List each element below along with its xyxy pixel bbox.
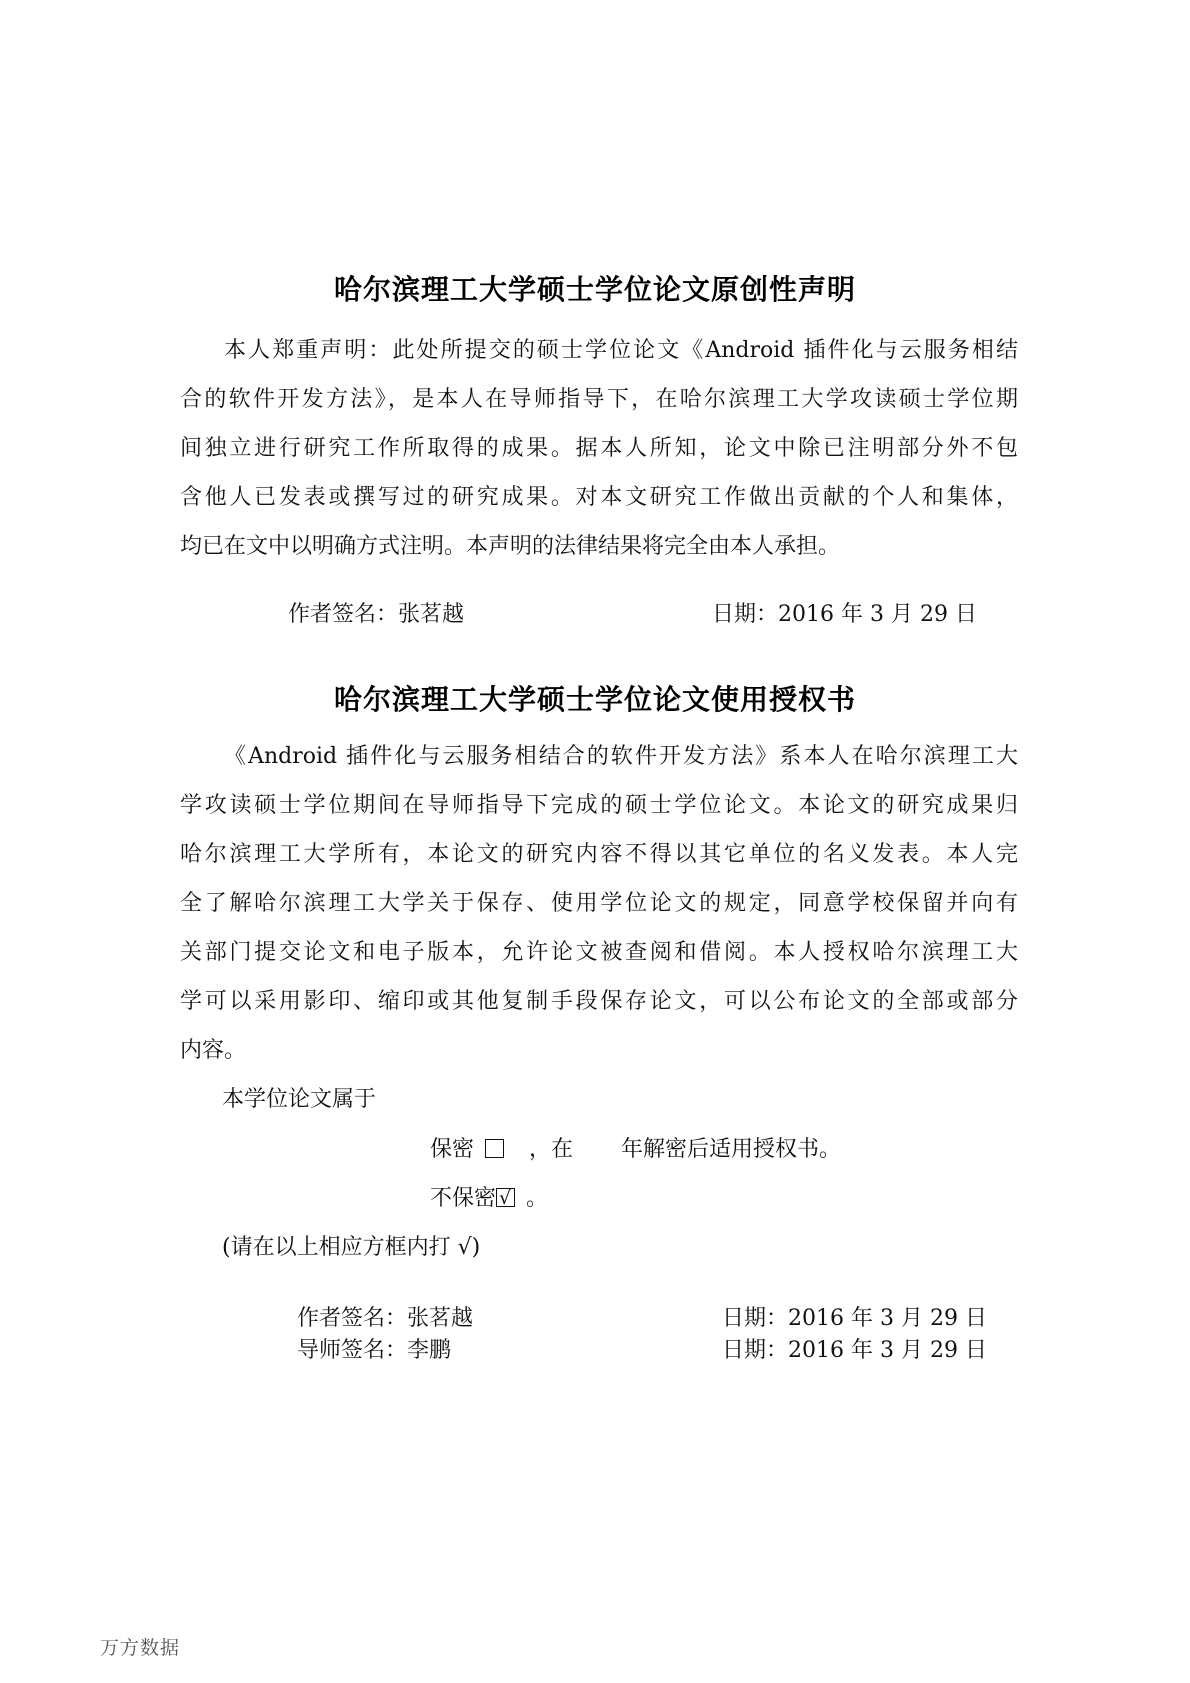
paragraph-line: 关部门提交论文和电子版本，允许论文被查阅和借阅。本人授权哈尔滨理工大 [180,940,1018,965]
paragraph-line: 合的软件开发方法》，是本人在导师指导下，在哈尔滨理工大学攻读硕士学位期 [180,387,1018,412]
paragraph-line: 均已在文中以明确方式注明。本声明的法律结果将完全由本人承担。 [180,534,841,559]
declaration-author-signature: 作者签名：张茗越 [288,602,465,627]
footer-watermark: 万方数据 [100,1637,181,1659]
authorization-paragraph [180,732,1018,1075]
confidential-option [430,1135,841,1165]
confidential-suffix: 年解密后适用授权书。 [621,1137,842,1162]
authorization-author-date: 日期：2016 年 3 月 29 日 [722,1306,987,1331]
confidential-checkbox[interactable] [485,1139,504,1158]
instruction-text: (请在以上相应方框内打 √) [222,1235,481,1260]
paragraph-line: 学攻读硕士学位期间在导师指导下完成的硕士学位论文。本论文的研究成果归 [180,793,1018,818]
confidential-middle-text: ，在 [529,1137,574,1162]
advisor-date: 日期：2016 年 3 月 29 日 [722,1338,987,1363]
not-confidential-suffix: 。 [526,1186,549,1211]
paragraph-line: 本人郑重声明：此处所提交的硕士学位论文《Android 插件化与云服务相结 [224,338,1018,363]
paragraph-line: 含他人已发表或撰写过的研究成果。对本文研究工作做出贡献的个人和集体， [180,485,1018,510]
not-confidential-checkbox[interactable] [496,1188,515,1207]
paragraph-line: 内容。 [180,1038,247,1063]
belongs-label: 本学位论文属于 [222,1087,377,1112]
not-confidential-label: 不保密 [430,1186,497,1211]
paragraph-line: 《Android 插件化与云服务相结合的软件开发方法》系本人在哈尔滨理工大 [224,744,1018,769]
confidential-label: 保密 [430,1137,475,1162]
paragraph-line: 全了解哈尔滨理工大学关于保存、使用学位论文的规定，同意学校保留并向有 [180,891,1018,916]
declaration-author-date: 日期：2016 年 3 月 29 日 [712,602,977,627]
paragraph-line: 哈尔滨理工大学所有，本论文的研究内容不得以其它单位的名义发表。本人完 [180,842,1018,867]
declaration-paragraph [180,326,1018,571]
not-confidential-option [430,1184,548,1214]
authorization-title: 哈尔滨理工大学硕士学位论文使用授权书 [333,683,856,716]
authorization-author-signature: 作者签名：张茗越 [297,1306,474,1331]
paragraph-line: 间独立进行研究工作所取得的成果。据本人所知，论文中除已注明部分外不包 [180,436,1018,461]
declaration-title: 哈尔滨理工大学硕士学位论文原创性声明 [333,273,856,306]
paragraph-line: 学可以采用影印、缩印或其他复制手段保存论文，可以公布论文的全部或部分 [180,989,1018,1014]
advisor-signature: 导师签名：李鹏 [297,1338,452,1363]
